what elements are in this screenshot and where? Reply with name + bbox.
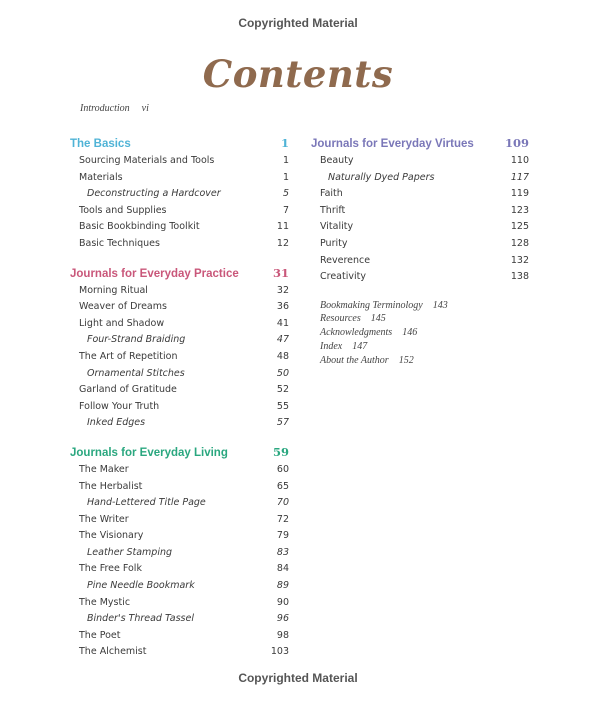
back-matter-label: About the Author (320, 354, 389, 366)
toc-entry[interactable] (70, 595, 289, 612)
entry-label: Pine Needle Bookmark (87, 580, 195, 592)
toc-entry[interactable] (311, 253, 529, 270)
entry-page: 96 (276, 613, 289, 625)
back-matter-entry[interactable] (320, 312, 529, 326)
intro-label: Introduction (80, 103, 130, 114)
toc-subentry[interactable] (311, 170, 529, 187)
back-matter-entry[interactable] (320, 326, 529, 340)
section-title: Journals for Everyday Practice (70, 267, 239, 280)
entry-page: 103 (270, 646, 289, 658)
toc-entry[interactable] (70, 399, 289, 416)
toc-entry[interactable] (70, 512, 289, 529)
entry-label: Follow Your Truth (79, 400, 160, 412)
toc-entry[interactable] (311, 236, 529, 253)
toc-entry[interactable] (70, 349, 289, 366)
entry-page: 117 (510, 171, 529, 183)
toc-entry[interactable] (70, 236, 289, 253)
copyright-header: Copyrighted Material (238, 16, 358, 30)
entry-label: Thrift (320, 204, 346, 216)
copyright-footer: Copyrighted Material (238, 671, 358, 685)
entry-label: The Art of Repetition (79, 350, 178, 362)
back-matter-label: Acknowledgments (320, 327, 393, 339)
entry-page: 83 (276, 546, 289, 558)
toc-entry[interactable] (311, 269, 529, 286)
toc-left-column (70, 133, 289, 671)
entry-label: The Maker (79, 463, 129, 475)
entry-page: 12 (276, 237, 289, 249)
entry-page: 119 (510, 188, 529, 200)
entry-label: Beauty (320, 155, 354, 166)
entry-label: The Free Folk (79, 563, 142, 575)
toc-entry[interactable] (70, 479, 289, 496)
entry-page: 65 (276, 480, 289, 492)
entry-page: 32 (276, 284, 289, 296)
toc-section (311, 133, 529, 286)
entry-label: The Alchemist (79, 646, 147, 658)
toc-section (70, 133, 289, 253)
back-matter-entry[interactable] (320, 340, 529, 354)
back-matter-list (311, 299, 529, 367)
toc-subentry[interactable] (70, 415, 289, 432)
toc-entry[interactable] (70, 299, 289, 316)
entry-page: 48 (276, 350, 289, 362)
entry-page: 41 (276, 317, 289, 329)
entry-label: Leather Stamping (87, 546, 173, 558)
entry-label: Creativity (320, 271, 366, 283)
entry-page: 138 (510, 271, 529, 283)
back-matter-page: 146 (402, 327, 418, 339)
entry-page: 52 (276, 384, 289, 396)
toc-entry[interactable] (70, 153, 289, 170)
toc-entry[interactable] (311, 203, 529, 220)
back-matter-page: 152 (398, 354, 414, 366)
entry-label: The Poet (79, 629, 121, 641)
entry-page: 123 (510, 204, 529, 216)
entry-page: 90 (276, 596, 289, 608)
entry-label: The Herbalist (79, 480, 143, 492)
toc-entry[interactable] (70, 628, 289, 645)
entry-page: 11 (276, 221, 289, 233)
entry-label: Faith (320, 188, 343, 200)
entry-label: Ornamental Stitches (87, 367, 185, 379)
section-page: 109 (504, 136, 529, 150)
entry-page: 98 (276, 629, 289, 641)
toc-section (70, 263, 289, 432)
entry-label: Materials (79, 171, 123, 183)
entry-page: 5 (282, 188, 289, 200)
toc-entry[interactable] (311, 219, 529, 236)
entry-label: Basic Techniques (79, 237, 160, 249)
back-matter-entry[interactable] (320, 299, 529, 313)
entry-page: 50 (276, 367, 289, 379)
section-page: 31 (272, 265, 289, 280)
toc-subentry[interactable] (70, 186, 289, 203)
entry-page: 89 (276, 580, 289, 592)
back-matter-label: Resources (320, 313, 361, 325)
entry-page: 84 (276, 563, 289, 575)
entry-page: 132 (510, 254, 529, 266)
toc-entry[interactable] (70, 170, 289, 187)
entry-label: Light and Shadow (79, 317, 165, 329)
back-matter-page: 147 (352, 340, 368, 352)
entry-label: Purity (320, 237, 348, 249)
toc-entry[interactable] (70, 644, 289, 661)
section-heading[interactable] (70, 442, 289, 462)
entry-label: Deconstructing a Hardcover (87, 188, 221, 200)
back-matter-entry[interactable] (320, 354, 529, 368)
entry-label: Four-Strand Braiding (87, 334, 186, 346)
entry-page: 57 (276, 417, 289, 429)
toc-section (70, 442, 289, 661)
section-title: The Basics (70, 138, 131, 150)
entry-label: Basic Bookbinding Toolkit (79, 221, 200, 233)
entry-label: Morning Ritual (79, 284, 148, 296)
toc-entry[interactable] (70, 382, 289, 399)
section-page: 1 (280, 136, 289, 150)
section-page: 59 (272, 444, 289, 459)
entry-label: Binder's Thread Tassel (87, 613, 194, 625)
entry-page: 1 (282, 171, 289, 183)
toc-entry[interactable] (70, 219, 289, 236)
toc-entry[interactable] (70, 203, 289, 220)
intro-page: vi (141, 103, 149, 114)
entry-page: 55 (276, 400, 289, 412)
entry-label: Sourcing Materials and Tools (79, 155, 215, 166)
toc-entry[interactable] (70, 316, 289, 333)
entry-page: 128 (510, 237, 529, 249)
entry-label: Garland of Gratitude (79, 384, 177, 396)
toc-subentry[interactable] (70, 611, 289, 628)
entry-page: 70 (276, 497, 289, 509)
toc-subentry[interactable] (70, 545, 289, 562)
entry-page: 60 (276, 463, 289, 475)
toc-subentry[interactable] (70, 366, 289, 383)
toc-entry[interactable] (70, 462, 289, 479)
toc-entry[interactable] (311, 153, 529, 170)
section-heading[interactable] (70, 133, 289, 153)
entry-label: The Writer (79, 513, 129, 525)
toc-subentry[interactable] (70, 495, 289, 512)
section-title: Journals for Everyday Living (70, 446, 228, 459)
page-title: Contents (202, 52, 394, 96)
entry-label: Hand-Lettered Title Page (87, 497, 206, 509)
section-title: Journals for Everyday Virtues (311, 138, 474, 150)
entry-page: 7 (282, 204, 289, 216)
entry-label: Weaver of Dreams (79, 301, 167, 313)
entry-label: Tools and Supplies (79, 204, 167, 216)
toc-entry[interactable] (70, 561, 289, 578)
entry-label: The Visionary (79, 530, 144, 542)
entry-page: 1 (282, 155, 289, 166)
entry-page: 79 (276, 530, 289, 542)
toc-entry[interactable] (311, 186, 529, 203)
section-heading[interactable] (311, 133, 529, 153)
toc-entry[interactable] (70, 283, 289, 300)
entry-page: 110 (510, 155, 529, 166)
toc-subentry[interactable] (70, 578, 289, 595)
back-matter-label: Bookmaking Terminology (320, 299, 423, 311)
back-matter-page: 145 (370, 313, 386, 325)
entry-label: The Mystic (79, 596, 131, 608)
toc-subentry[interactable] (70, 332, 289, 349)
entry-page: 36 (276, 301, 289, 313)
back-matter-page: 143 (432, 299, 448, 311)
entry-label: Vitality (320, 221, 354, 233)
intro-entry[interactable] (80, 103, 149, 114)
toc-right-column (311, 133, 529, 367)
entry-label: Naturally Dyed Papers (328, 171, 435, 183)
entry-label: Inked Edges (87, 417, 146, 429)
entry-label: Reverence (320, 254, 371, 266)
section-heading[interactable] (70, 263, 289, 283)
entry-page: 72 (276, 513, 289, 525)
back-matter-label: Index (320, 340, 343, 352)
entry-page: 125 (510, 221, 529, 233)
entry-page: 47 (276, 334, 289, 346)
toc-entry[interactable] (70, 528, 289, 545)
